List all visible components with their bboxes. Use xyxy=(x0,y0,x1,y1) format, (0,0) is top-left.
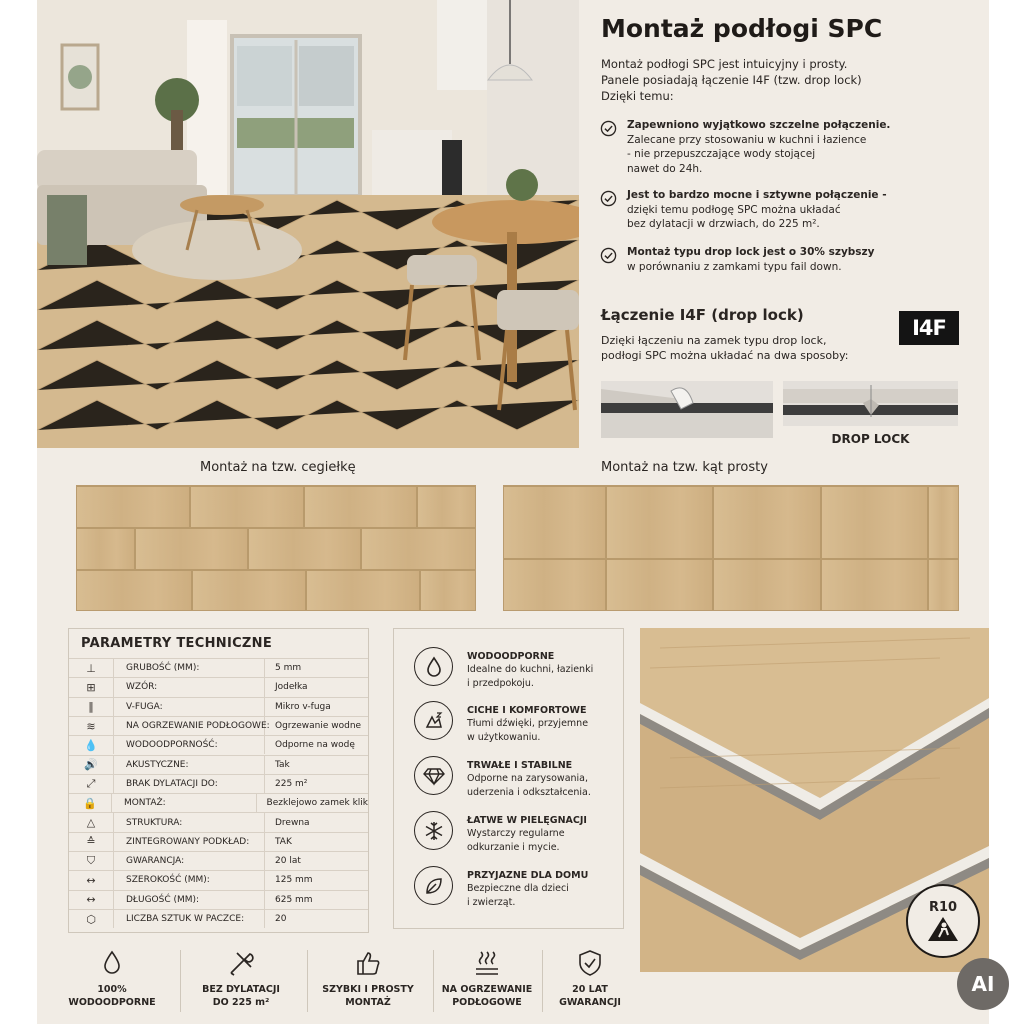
feature-line: Odporne na zarysowania, xyxy=(467,773,589,785)
param-value: 5 mm xyxy=(275,663,302,674)
param-value: 225 m² xyxy=(275,778,308,789)
bottom-label-line: DO 225 m² xyxy=(212,996,270,1008)
param-value: 20 xyxy=(275,914,287,925)
param-row xyxy=(69,909,368,928)
thickness-icon: ⊥ xyxy=(69,659,114,677)
plank xyxy=(361,528,476,570)
features-box xyxy=(393,628,624,929)
bottom-label-line: NA OGRZEWANIE xyxy=(441,984,533,995)
param-row xyxy=(69,755,368,774)
param-row xyxy=(69,890,368,909)
straight-layout-planks xyxy=(503,485,959,611)
param-row xyxy=(69,812,368,831)
param-row xyxy=(69,658,368,677)
feature-line: Bezpieczne dla dzieci xyxy=(467,883,569,895)
lock-desc-line: podłogi SPC można układać na dwa sposoby: xyxy=(601,349,849,363)
param-value: Odporne na wodę xyxy=(275,740,355,751)
acoustic-icon: 🔊 xyxy=(69,756,114,774)
param-row xyxy=(69,774,368,793)
feature-title: WODOODPORNE xyxy=(467,651,555,662)
plank xyxy=(306,570,420,611)
param-value: Mikro v-fuga xyxy=(275,701,331,712)
feature-title: ŁATWE W PIELĘGNACJI xyxy=(467,815,587,826)
tools-icon xyxy=(226,948,256,978)
param-row xyxy=(69,677,368,696)
drop-lock-label: DROP LOCK xyxy=(831,432,910,446)
param-value: Bezklejowo zamek klik xyxy=(266,798,368,809)
benefit-title: Jest to bardzo mocne i sztywne połączenie - xyxy=(627,189,887,201)
bottom-label-line: WODOODPORNE xyxy=(68,996,156,1008)
pattern-icon: ⊞ xyxy=(69,678,114,696)
lock-icon: 🔒 xyxy=(69,794,112,812)
bottom-label-line: 100% xyxy=(97,984,127,995)
v-groove-icon: ‖ xyxy=(69,698,114,716)
param-row xyxy=(69,697,368,716)
plank xyxy=(821,486,928,559)
param-key: WODOODPORNOŚĆ: xyxy=(114,736,265,754)
param-key: NA OGRZEWANIE PODŁOGOWE: xyxy=(114,717,265,735)
param-key: BRAK DYLATACJI DO: xyxy=(114,775,265,793)
bottom-feature xyxy=(62,948,162,1020)
ai-badge: AI xyxy=(957,958,1009,1010)
drop-lock-photo-angle xyxy=(601,381,773,438)
feature-line: i przedpokoju. xyxy=(467,677,534,689)
thumbs-up-icon xyxy=(353,948,383,978)
plank xyxy=(821,559,928,611)
water-drop-icon xyxy=(97,948,127,978)
lock-title: Łączenie I4F (drop lock) xyxy=(601,306,804,324)
feature-item xyxy=(414,866,619,909)
bottom-label xyxy=(322,984,413,1010)
plank xyxy=(135,528,248,570)
bottom-label-line: MONTAŻ xyxy=(345,996,391,1008)
benefit-title: Zapewniono wyjątkowo szczelne połączenie. xyxy=(627,119,891,131)
r10-slip-rating-badge xyxy=(906,884,980,958)
param-value: 625 mm xyxy=(275,894,313,905)
quiet-icon xyxy=(414,701,453,740)
param-value: Tak xyxy=(275,759,290,770)
feature-line: Tłumi dźwięki, przyjemne xyxy=(467,718,589,730)
i4f-logo: I4F xyxy=(899,311,959,345)
param-value: 125 mm xyxy=(275,875,313,886)
param-value: Drewna xyxy=(275,817,310,828)
plank xyxy=(76,486,190,528)
drop-lock-photo-flat xyxy=(783,381,958,426)
width-icon: ↔ xyxy=(69,871,114,889)
technical-parameters-table xyxy=(68,628,369,933)
params-title: PARAMETRY TECHNICZNE xyxy=(81,636,273,651)
bottom-label-line: GWARANCJI xyxy=(559,996,621,1008)
leaf-icon xyxy=(414,866,453,905)
plank xyxy=(248,528,361,570)
param-row xyxy=(69,851,368,870)
bottom-feature xyxy=(186,948,296,1020)
param-value: TAK xyxy=(275,836,292,847)
intro-text xyxy=(601,56,971,104)
bottom-label xyxy=(68,984,155,1010)
feature-item xyxy=(414,701,619,744)
param-key: SZEROKOŚĆ (MM): xyxy=(114,871,265,889)
divider xyxy=(307,950,308,1012)
param-row xyxy=(69,832,368,851)
plank xyxy=(606,559,713,611)
shield-icon: ⛉ xyxy=(69,852,114,870)
param-row xyxy=(69,793,368,812)
plank xyxy=(76,570,192,611)
benefit-line: nawet do 24h. xyxy=(627,163,703,176)
plank xyxy=(420,570,476,611)
param-key: ZINTEGROWANY PODKŁAD: xyxy=(114,833,265,851)
plank xyxy=(304,486,417,528)
param-row xyxy=(69,716,368,735)
benefit-item xyxy=(600,188,980,232)
param-key: GRUBOŚĆ (MM): xyxy=(114,659,265,677)
benefit-line: dzięki temu podłogę SPC można układać xyxy=(627,203,841,216)
benefit-line: w porównaniu z zamkami typu fail down. xyxy=(627,260,842,273)
feature-title: TRWAŁE I STABILNE xyxy=(467,760,573,771)
plank xyxy=(417,486,476,528)
param-key: GWARANCJA: xyxy=(114,852,265,870)
diamond-icon xyxy=(414,756,453,795)
intro-line: Dzięki temu: xyxy=(601,89,674,104)
feature-item xyxy=(414,811,619,854)
param-key: WZÓR: xyxy=(114,678,265,696)
divider xyxy=(180,950,181,1012)
plank xyxy=(503,559,606,611)
check-circle-icon xyxy=(600,190,617,207)
bottom-feature xyxy=(433,948,541,1020)
bottom-label xyxy=(442,984,533,1010)
plank xyxy=(76,528,135,570)
feature-line: odkurzanie i mycie. xyxy=(467,841,560,853)
param-key: DŁUGOŚĆ (MM): xyxy=(114,891,265,909)
param-value: 20 lat xyxy=(275,856,301,867)
plank xyxy=(606,486,713,559)
texture-icon: △ xyxy=(69,813,114,831)
feature-title: CICHE I KOMFORTOWE xyxy=(467,705,587,716)
param-key: AKUSTYCZNE: xyxy=(114,756,265,774)
snowflake-icon xyxy=(414,811,453,850)
page-title: Montaż podłogi SPC xyxy=(601,14,883,43)
benefit-line: - nie przepuszczające wody stojącej xyxy=(627,148,816,161)
param-key: V-FUGA: xyxy=(114,698,265,716)
heating-icon xyxy=(472,948,502,978)
feature-item xyxy=(414,647,619,690)
intro-line: Montaż podłogi SPC jest intuicyjny i prosty. xyxy=(601,57,848,71)
slip-warning-icon xyxy=(926,915,960,943)
bottom-label-line: BEZ DYLATACJI xyxy=(202,984,280,995)
check-circle-icon xyxy=(600,247,617,264)
bottom-label-line: 20 LAT xyxy=(572,984,608,995)
benefit-title: Montaż typu drop lock jest o 30% szybszy xyxy=(627,246,875,258)
plank xyxy=(192,570,306,611)
expansion-icon: ⤢ xyxy=(69,775,114,793)
brick-layout-planks xyxy=(76,485,476,611)
check-circle-icon xyxy=(600,120,617,137)
param-value: Ogrzewanie wodne xyxy=(275,721,362,732)
param-key: MONTAŻ: xyxy=(112,794,257,812)
benefit-item xyxy=(600,245,980,274)
plank xyxy=(503,486,606,559)
box-icon: ⬡ xyxy=(69,910,114,928)
underlay-icon: ≙ xyxy=(69,833,114,851)
feature-line: Idealne do kuchni, łazienki xyxy=(467,664,594,676)
param-key: LICZBA SZTUK W PACZCE: xyxy=(114,910,265,928)
feature-line: i zwierząt. xyxy=(467,896,516,908)
benefit-item xyxy=(600,118,980,177)
benefit-line: bez dylatacji w drzwiach, do 225 m². xyxy=(627,218,820,231)
plank xyxy=(713,486,821,559)
bottom-feature xyxy=(540,948,640,1020)
water-drop-icon xyxy=(414,647,453,686)
lock-desc-line: Dzięki łączeniu na zamek typu drop lock, xyxy=(601,334,827,347)
bottom-label-line: PODŁOGOWE xyxy=(452,996,522,1008)
interior-photo xyxy=(37,0,579,448)
plank xyxy=(928,559,959,611)
r10-label: R10 xyxy=(928,899,958,915)
bottom-label xyxy=(559,984,621,1010)
param-value: Jodełka xyxy=(275,682,308,693)
bottom-label-line: SZYBKI I PROSTY xyxy=(322,984,414,995)
feature-line: uderzenia i odkształcenia. xyxy=(467,786,591,798)
feature-line: Wystarczy regularne xyxy=(467,828,565,840)
brick-layout-caption: Montaż na tzw. cegiełkę xyxy=(200,460,356,475)
bottom-feature xyxy=(313,948,423,1020)
param-key: STRUKTURA: xyxy=(114,813,265,831)
feature-item xyxy=(414,756,619,799)
water-drop-icon: 💧 xyxy=(69,736,114,754)
bottom-label xyxy=(202,984,280,1010)
length-icon: ↔ xyxy=(69,891,114,909)
underfloor-heating-icon: ≋ xyxy=(69,717,114,735)
param-row xyxy=(69,735,368,754)
benefit-line: Zalecane przy stosowaniu w kuchni i łazience xyxy=(627,133,867,146)
intro-line: Panele posiadają łączenie I4F (tzw. drop lock) xyxy=(601,73,862,88)
plank xyxy=(190,486,304,528)
plank xyxy=(928,486,959,559)
plank xyxy=(713,559,821,611)
feature-line: w użytkowaniu. xyxy=(467,731,541,743)
feature-title: PRZYJAZNE DLA DOMU xyxy=(467,870,589,881)
shield-check-icon xyxy=(575,948,605,978)
lock-description xyxy=(601,333,849,364)
straight-layout-caption: Montaż na tzw. kąt prosty xyxy=(601,460,768,475)
param-row xyxy=(69,870,368,889)
